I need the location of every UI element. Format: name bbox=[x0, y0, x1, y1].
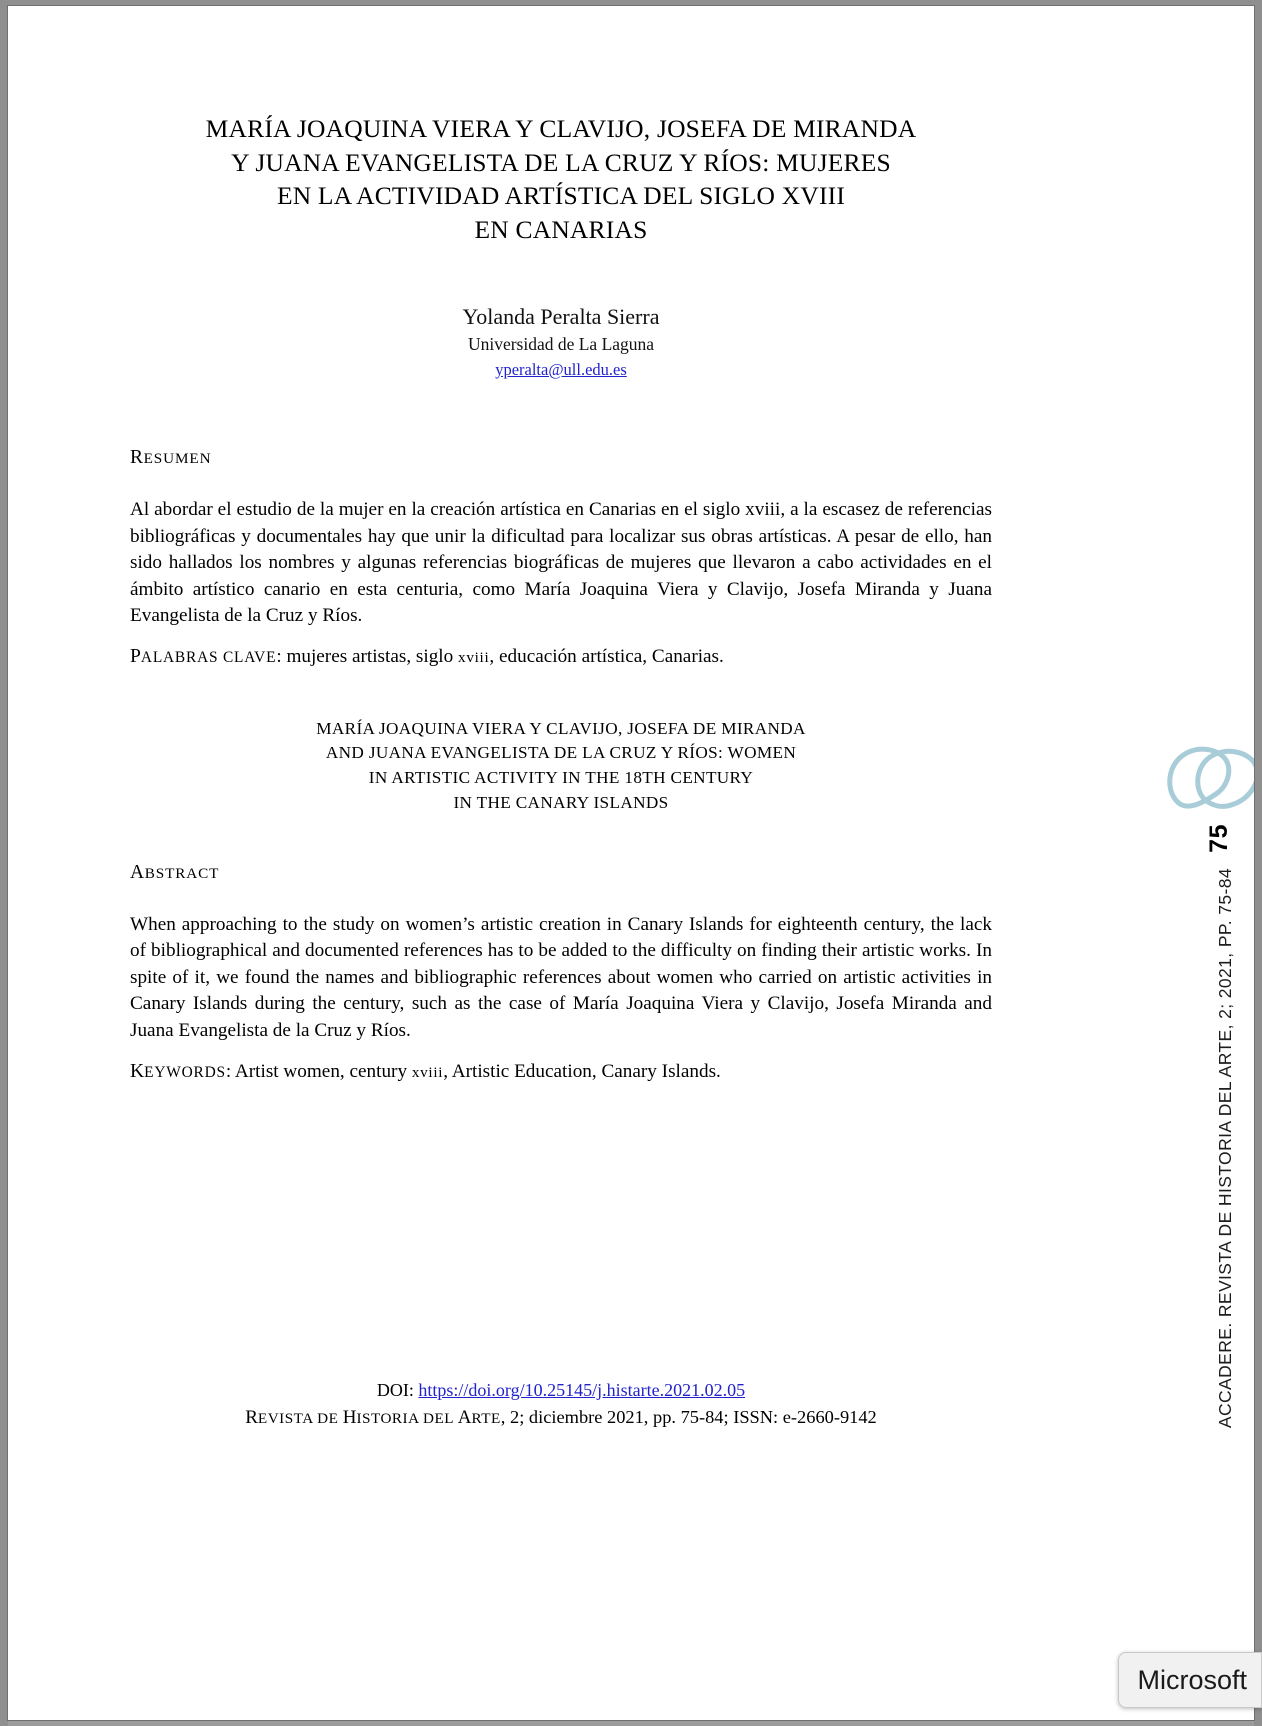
palabras-clave-text-b: , educación artística, Canarias. bbox=[489, 645, 724, 667]
resumen-heading-initial: R bbox=[130, 447, 144, 469]
document-page bbox=[8, 6, 1254, 1720]
english-title-line-4: IN THE CANARY ISLANDS bbox=[453, 792, 669, 812]
keywords-roman: xviii bbox=[411, 1063, 444, 1081]
footer-ref-initial-h: H bbox=[342, 1407, 357, 1429]
side-rail bbox=[1122, 6, 1202, 1720]
resumen-body: Al abordar el estudio de la mujer en la creación artística en Canarias en el siglo xviii, a la escasez de referencias bibliográficas y documentales hay que unir la dificultad para localizar sus obras artísticas. A pesar de ello, han sido hallados los nombres y algunas referencias biográficas de mujeres que llevaron a cabo actividades en el ámbito artístico canario en esta centuria, como María Joaquina Viera y Clavijo, Josefa Miranda y Juana Evangelista de la Cruz y Ríos. bbox=[130, 499, 992, 627]
palabras-clave-roman: xviii bbox=[458, 648, 490, 666]
title-line-2: Y JUANA EVANGELISTA DE LA CRUZ Y RÍOS: MUJERES bbox=[231, 147, 891, 177]
footer-ref-part-2: ISTORIA DEL bbox=[356, 1410, 458, 1428]
palabras-clave-label: ALABRAS CLAVE bbox=[140, 648, 277, 666]
page-number: 75 bbox=[1205, 824, 1233, 853]
abstract-heading-rest: BSTRACT bbox=[144, 864, 220, 882]
palabras-clave-text-a: : mujeres artistas, siglo bbox=[276, 645, 459, 667]
footer-ref-tail: , 2; diciembre 2021, pp. 75-84; ISSN: e-2660-9142 bbox=[500, 1407, 877, 1428]
page-title bbox=[130, 6, 992, 247]
footer-ref-part-3: RTE bbox=[471, 1410, 501, 1428]
page-footer bbox=[130, 1377, 992, 1432]
title-line-3: EN LA ACTIVIDAD ARTÍSTICA DEL SIGLO XVIII bbox=[276, 181, 846, 211]
footer-ref-initial-r: R bbox=[245, 1407, 258, 1429]
footer-reference-line bbox=[130, 1404, 992, 1432]
resumen-heading-rest: ESUMEN bbox=[143, 450, 212, 468]
palabras-clave-initial: P bbox=[130, 645, 141, 667]
title-line-1: MARÍA JOAQUINA VIERA Y CLAVIJO, JOSEFA DE MIRANDA bbox=[205, 114, 917, 143]
keywords-text-a: : Artist women, century bbox=[225, 1060, 412, 1082]
section-heading-abstract bbox=[130, 862, 992, 884]
side-journal-citation: ACCADERE. REVISTA DE HISTORIA DEL ARTE, 2; 2021, PP. 75-84 bbox=[1215, 868, 1235, 1429]
english-title-line-1: MARÍA JOAQUINA VIERA Y CLAVIJO, JOSEFA DE MIRANDA bbox=[316, 718, 806, 738]
footer-doi-line bbox=[130, 1377, 992, 1403]
abstract-body: When approaching to the study on women’s artistic creation in Canary Islands for eighteenth century, the lack of bibliographical and documented references has to be added to the difficulty on finding their artistic works. In spite of it, we found the names and bibliographic references about women who carried on artistic activities in Canary Islands during the century, such as the case of María Joaquina Viera y Clavijo, Josefa Miranda and Juana Evangelista de la Cruz y Ríos. bbox=[130, 913, 992, 1042]
footer-ref-initial-a: A bbox=[457, 1407, 472, 1429]
doi-label: DOI: bbox=[376, 1380, 419, 1400]
english-title-line-2: AND JUANA EVANGELISTA DE LA CRUZ Y RÍOS: WOMEN bbox=[325, 743, 797, 763]
section-heading-resumen bbox=[130, 447, 992, 469]
author-affiliation: Universidad de La Laguna bbox=[467, 334, 655, 355]
keywords-text-b: , Artistic Education, Canary Islands. bbox=[443, 1060, 721, 1082]
title-line-4: EN CANARIAS bbox=[474, 214, 648, 244]
abstract-heading-initial: A bbox=[130, 861, 145, 883]
english-title-line-3: IN ARTISTIC ACTIVITY IN THE 18TH CENTURY bbox=[368, 768, 754, 788]
doi-link[interactable]: https://doi.org/10.25145/j.histarte.2021.02.05 bbox=[418, 1380, 746, 1400]
viewer-right-edge bbox=[1254, 0, 1262, 1726]
footer-ref-part-1: EVISTA DE bbox=[257, 1410, 343, 1428]
author-block bbox=[130, 303, 992, 381]
resumen-keywords bbox=[130, 643, 992, 671]
viewer-left-edge bbox=[0, 0, 8, 1726]
abstract-keywords bbox=[130, 1058, 992, 1086]
keywords-label: EYWORDS bbox=[144, 1063, 226, 1081]
document-text-column bbox=[130, 6, 992, 1085]
keywords-initial: K bbox=[130, 1060, 145, 1082]
author-name: Yolanda Peralta Sierra bbox=[462, 303, 660, 329]
microsoft-overlay-chip[interactable] bbox=[1118, 1652, 1262, 1708]
author-email-link[interactable]: yperalta@ull.edu.es bbox=[495, 359, 627, 379]
microsoft-chip-label: Microsoft bbox=[1137, 1664, 1247, 1695]
english-title bbox=[130, 717, 992, 816]
